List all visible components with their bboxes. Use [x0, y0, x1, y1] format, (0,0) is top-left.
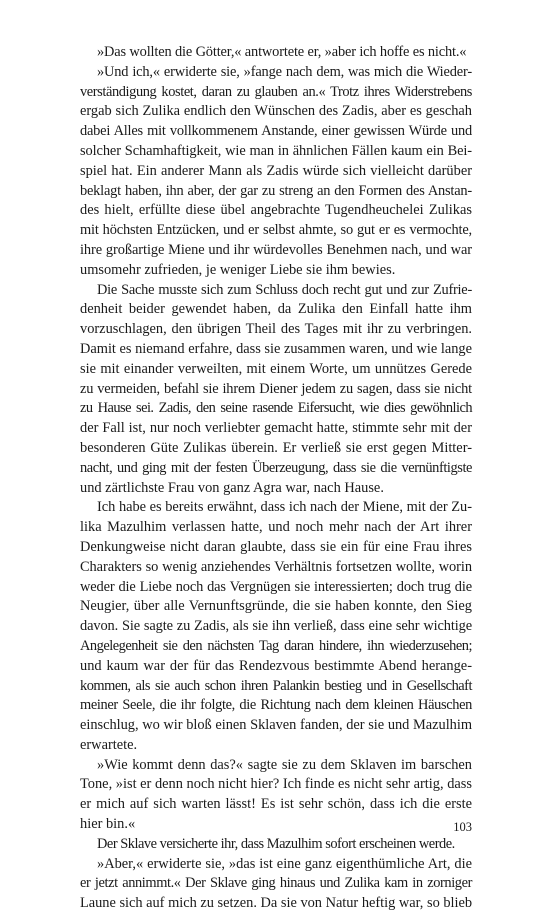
text-line: mit höchsten Entzücken, und er selbst ahmte, so gut er es vermochte, — [80, 222, 472, 239]
page-number: 103 — [453, 820, 472, 834]
text-line: Die Sache musste sich zum Schluss doch recht gut und zur Zufrie- — [97, 281, 472, 298]
text-line: kommen, als sie auch schon ihren Palankin bestieg und in Gesellschaft — [80, 677, 472, 694]
text-line: zu vermeiden, befahl sie ihrem Diener jedem zu sagen, dass sie nicht — [80, 380, 472, 397]
text-line: des hielt, erfüllte diese übel angebrachte Tugendheuchelei Zulikas — [80, 202, 472, 219]
text-line: Tone, »ist er denn noch nicht hier? Ich finde es nicht sehr artig, dass — [80, 776, 472, 793]
text-line: »Das wollten die Götter,« antwortete er, »aber ich hoffe es nicht.« — [97, 44, 467, 60]
text-line: einschlug, wo wir bloß einen Sklaven fanden, der sie und Mazulhim — [80, 717, 472, 734]
text-line: Ich habe es bereits erwähnt, dass ich nach der Miene, mit der Zu- — [97, 499, 472, 516]
text-line: besonderen Güte Zulikas überein. Er verließ sie erst gegen Mitter- — [80, 439, 472, 456]
text-line: solcher Schamhaftigkeit, wie man in ähnlichen Fällen kaum ein Bei- — [80, 142, 472, 159]
body-text — [80, 43, 472, 914]
text-line: »Und ich,« erwiderte sie, »fange nach dem, was mich die Wieder- — [97, 63, 472, 80]
text-line: und kaum war der für das Rendezvous bestimmte Abend herange- — [80, 657, 472, 674]
text-line: weder die Liebe noch das Vergnügen sie interessierten; doch trug die — [80, 578, 472, 595]
text-line: davon. Sie sagte zu Zadis, als sie ihn verließ, dass eine sehr wichtige — [80, 618, 472, 635]
text-line: verständigung kostet, daran zu glauben an.« Trotz ihres Widerstrebens — [80, 83, 472, 100]
text-line: Der Sklave versicherte ihr, dass Mazulhim sofort erscheinen werde. — [97, 835, 455, 852]
text-line: umsomehr zufrieden, je weniger Liebe sie ihm bewies. — [80, 261, 396, 278]
text-line: nacht, und ging mit der festen Überzeugung, dass sie die vernünftigste — [80, 459, 472, 476]
text-line: »Wie kommt denn das?« sagte sie zu dem Sklaven im barschen — [97, 756, 472, 773]
text-line: und zärtlichste Frau von ganz Agra war, nach Hause. — [80, 479, 384, 496]
text-line: dabei Alles mit vollkommenem Anstande, einer gewissen Würde und — [80, 123, 472, 140]
text-line: spiel hat. Ein anderer Mann als Zadis würde sich vielleicht darüber — [80, 162, 472, 179]
text-line: Neugier, über alle Vernunftsgründe, die sie haben konnte, den Sieg — [80, 598, 472, 615]
text-line: ihre großartige Miene und ihr würdevolles Benehmen nach, und war — [80, 241, 472, 258]
text-line: »Aber,« erwiderte sie, »das ist eine ganz eigenthümliche Art, die — [97, 855, 472, 872]
text-line: sie mit einander verweilten, mit einem Worte, um unnützes Gerede — [80, 360, 472, 377]
text-line: hier bin.« — [80, 816, 136, 833]
text-line: Charakters so wenig anziehendes Verhältnis fortsetzen wollte, worin — [80, 558, 472, 575]
text-line: Damit es niemand erfahre, dass sie zusammen waren, und wie lange — [80, 340, 472, 357]
text-line: erwartete. — [80, 736, 138, 753]
text-line: Laune sich auf mich zu setzen. Da sie von Natur heftig war, so blieb — [80, 895, 472, 912]
text-line: meiner Seele, die ihr folgte, die Richtung nach dem kleinen Häuschen — [80, 697, 472, 714]
text-line: vorzuschlagen, den übrigen Theil des Tages mit ihr zu verbringen. — [80, 321, 472, 338]
text-line: denheit beider gewendet haben, da Zulika den Einfall hatte ihm — [80, 301, 472, 318]
text-line: der Fall ist, nur noch verliebter gemacht hatte, stimmte sehr mit der — [80, 420, 472, 437]
text-line: beklagt haben, ihn aber, der gar zu streng an den Formen des Anstan- — [80, 182, 472, 199]
text-line: Denkungweise nicht daran glaubte, dass sie ein für eine Frau ihres — [80, 538, 472, 555]
text-line: Angelegenheit sie den nächsten Tag daran hindere, ihn wiederzusehen; — [80, 637, 472, 654]
text-line: zu Hause sei. Zadis, den seine rasende Eifersucht, wie dies gewöhnlich — [80, 400, 472, 417]
text-line: lika Mazulhim verlassen hatte, und noch mehr nach der Art ihrer — [80, 519, 472, 536]
text-line: er jetzt annimmt.« Der Sklave ging hinaus und Zulika kam in zorniger — [80, 875, 472, 892]
text-line: ergab sich Zulika endlich den Wünschen des Zadis, aber es geschah — [80, 103, 472, 120]
text-line: er mich auf sich warten lässt! Es ist sehr schön, dass ich die erste — [80, 796, 472, 813]
